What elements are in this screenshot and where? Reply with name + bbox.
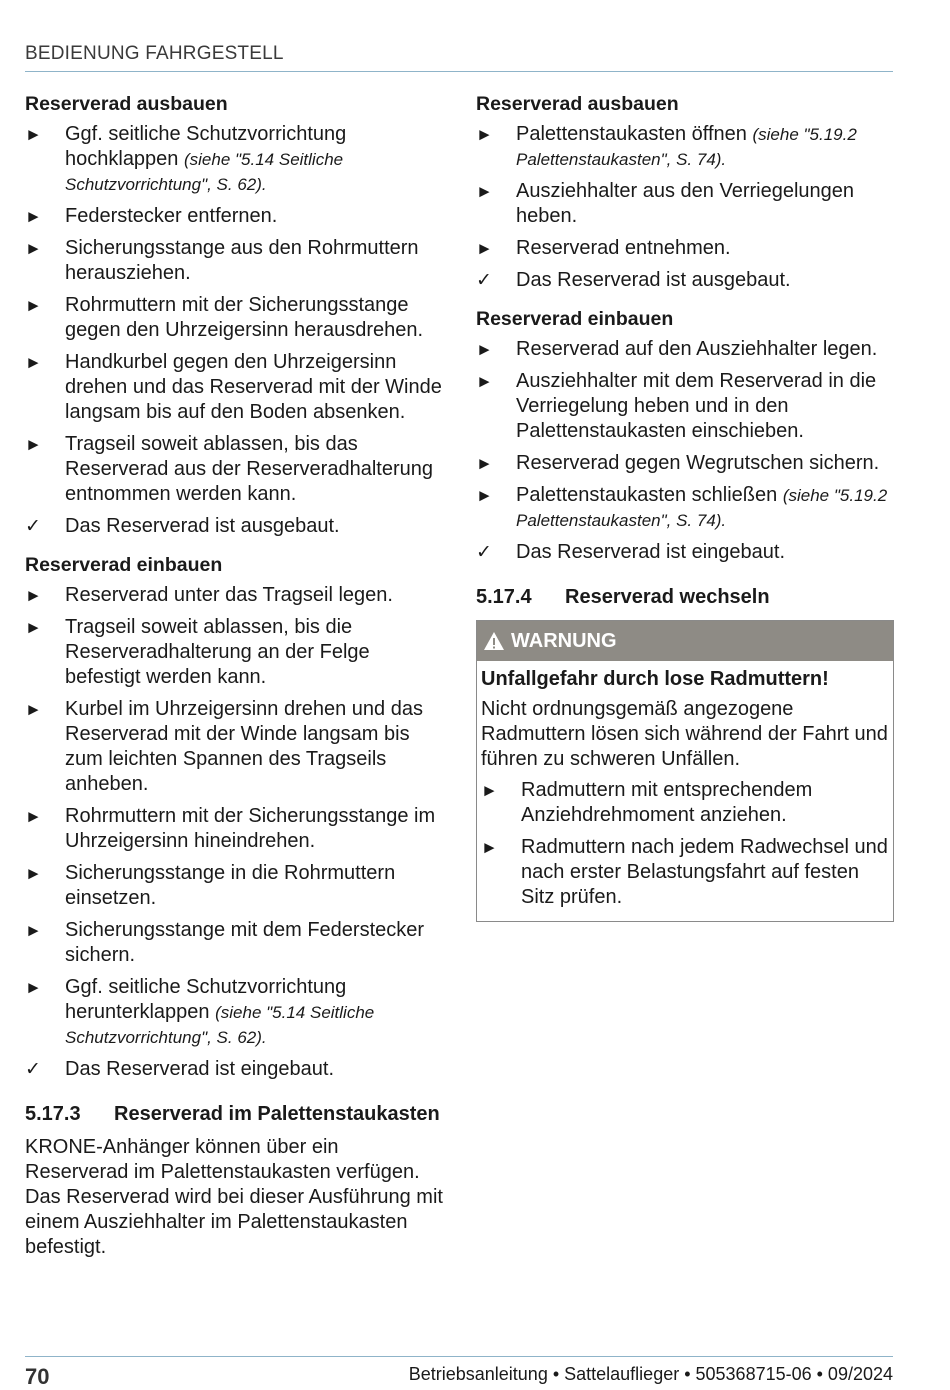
step-arrow-icon: ► [481, 781, 498, 800]
step-item [476, 337, 894, 362]
step-arrow-icon: ► [25, 864, 42, 883]
step-arrow-icon: ► [25, 921, 42, 940]
section-title: Reserverad wechseln [565, 586, 770, 608]
step-item [481, 835, 889, 910]
cross-reference: (siehe "5.19.2 Palettenstaukasten", S. 74). [516, 486, 888, 530]
section-body: KRONE-Anhänger können über ein Reserverad im Palettenstaukasten verfügen. Das Reserverad wird bei dieser Ausführung mit einem Ausziehhalter im Palettenstaukasten befestigt. [25, 1136, 443, 1258]
step-text: Ggf. seitliche Schutzvorrichtung hochklappen [65, 123, 347, 170]
result-item [25, 1057, 443, 1082]
step-arrow-icon: ► [25, 239, 42, 258]
step-item [25, 804, 443, 854]
step-item [25, 861, 443, 911]
step-text: Rohrmuttern mit der Sicherungsstange im Uhrzeigersinn hineindrehen. [65, 805, 436, 852]
step-arrow-icon: ► [25, 435, 42, 454]
step-item [476, 236, 894, 261]
section-number: 5.17.3 [25, 1103, 81, 1125]
step-arrow-icon: ► [481, 838, 498, 857]
step-item [25, 918, 443, 968]
section-number: 5.17.4 [476, 586, 532, 608]
step-text: Ggf. seitliche Schutzvorrichtung herunterklappen [65, 976, 347, 1023]
step-list [476, 337, 894, 565]
step-list [25, 583, 443, 1082]
step-item [25, 432, 443, 507]
step-arrow-icon: ► [476, 486, 493, 505]
warning-title: Unfallgefahr durch lose Radmuttern! [481, 668, 829, 690]
step-item [25, 122, 443, 197]
step-item [476, 483, 894, 533]
cross-reference: (siehe "5.19.2 Palettenstaukasten", S. 74). [516, 125, 857, 169]
section-heading [25, 1102, 443, 1127]
step-list [481, 778, 889, 910]
step-item [476, 451, 894, 476]
step-text: Radmuttern mit entsprechendem Anziehdrehmoment anziehen. [521, 779, 813, 826]
cross-reference: (siehe "5.14 Seitliche Schutzvorrichtung", S. 62). [65, 150, 344, 194]
checkmark-icon: ✓ [476, 542, 492, 563]
step-text: Radmuttern nach jedem Radwechsel und nach erster Belastungsfahrt auf festen Sitz prüfen. [521, 836, 888, 908]
heading-remove-spare: Reserverad ausbauen [25, 93, 228, 115]
step-text: Kurbel im Uhrzeigersinn drehen und das Reserverad mit der Winde langsam bis zum leichten Spannen des Tragseils anheben. [65, 698, 423, 795]
step-arrow-icon: ► [25, 296, 42, 315]
heading-remove-spare: Reserverad ausbauen [476, 93, 679, 115]
step-arrow-icon: ► [476, 125, 493, 144]
warning-body: Nicht ordnungsgemäß angezogene Radmuttern lösen sich während der Fahrt und führen zu schweren Unfällen. [481, 698, 888, 770]
warning-label: WARNUNG [511, 629, 617, 652]
result-item [476, 540, 894, 565]
warning-header [477, 621, 893, 661]
section-heading [476, 585, 894, 610]
step-item [476, 122, 894, 172]
step-text: Rohrmuttern mit der Sicherungsstange gegen den Uhrzeigersinn herausdrehen. [65, 294, 424, 341]
step-item [25, 697, 443, 797]
step-item [25, 583, 443, 608]
step-text: Federstecker entfernen. [65, 205, 278, 227]
step-arrow-icon: ► [25, 125, 42, 144]
step-arrow-icon: ► [476, 239, 493, 258]
warning-content [477, 661, 893, 921]
result-text: Das Reserverad ist eingebaut. [65, 1058, 335, 1080]
step-arrow-icon: ► [25, 353, 42, 372]
step-arrow-icon: ► [25, 586, 42, 605]
result-text: Das Reserverad ist ausgebaut. [516, 269, 791, 291]
step-arrow-icon: ► [25, 807, 42, 826]
step-text: Handkurbel gegen den Uhrzeigersinn drehen und das Reserverad mit der Winde langsam bis auf den Boden absenken. [65, 351, 442, 423]
step-arrow-icon: ► [25, 207, 42, 226]
step-text: Sicherungsstange aus den Rohrmuttern herausziehen. [65, 237, 419, 284]
step-item [476, 179, 894, 229]
step-item [25, 615, 443, 690]
result-text: Das Reserverad ist ausgebaut. [65, 515, 340, 537]
step-arrow-icon: ► [476, 340, 493, 359]
step-list [25, 122, 443, 539]
result-item [25, 514, 443, 539]
step-text: Reserverad entnehmen. [516, 237, 731, 259]
checkmark-icon: ✓ [476, 270, 492, 291]
step-text: Palettenstaukasten schließen [516, 484, 783, 506]
step-text: Palettenstaukasten öffnen [516, 123, 753, 145]
step-item [25, 975, 443, 1050]
warning-triangle-icon [483, 631, 505, 651]
step-item [25, 236, 443, 286]
step-arrow-icon: ► [476, 182, 493, 201]
warning-box [476, 620, 894, 922]
footer-rule [25, 1356, 893, 1357]
step-item [476, 369, 894, 444]
step-item [25, 350, 443, 425]
checkmark-icon: ✓ [25, 516, 41, 537]
running-header: BEDIENUNG FAHRGESTELL [25, 43, 893, 72]
step-item [481, 778, 889, 828]
result-text: Das Reserverad ist eingebaut. [516, 541, 786, 563]
result-item [476, 268, 894, 293]
cross-reference: (siehe "5.14 Seitliche Schutzvorrichtung", S. 62). [65, 1003, 375, 1047]
step-list [476, 122, 894, 293]
step-arrow-icon: ► [476, 454, 493, 473]
step-text: Sicherungsstange in die Rohrmuttern einsetzen. [65, 862, 396, 909]
step-text: Sicherungsstange mit dem Federstecker sichern. [65, 919, 425, 966]
right-column [476, 92, 894, 922]
step-text: Ausziehhalter mit dem Reserverad in die Verriegelung heben und in den Palettenstaukasten einschieben. [516, 370, 877, 442]
step-arrow-icon: ► [25, 700, 42, 719]
step-text: Ausziehhalter aus den Verriegelungen heben. [516, 180, 855, 227]
step-text: Reserverad auf den Ausziehhalter legen. [516, 338, 878, 360]
step-text: Tragseil soweit ablassen, bis die Reserveradhalterung an der Felge befestigt werden kann. [65, 616, 370, 688]
section-title: Reserverad im Palettenstaukasten [114, 1103, 440, 1125]
footer-text: Betriebsanleitung • Sattelauflieger • 505368715-06 • 09/2024 [408, 1364, 893, 1384]
step-arrow-icon: ► [476, 372, 493, 391]
step-item [25, 204, 443, 229]
step-text: Reserverad unter das Tragseil legen. [65, 584, 393, 606]
step-arrow-icon: ► [25, 978, 42, 997]
checkmark-icon: ✓ [25, 1059, 41, 1080]
page-number: 70 [25, 1364, 50, 1389]
step-text: Reserverad gegen Wegrutschen sichern. [516, 452, 880, 474]
left-column [25, 92, 443, 1260]
step-item [25, 293, 443, 343]
heading-install-spare: Reserverad einbauen [25, 554, 223, 576]
heading-install-spare: Reserverad einbauen [476, 308, 674, 330]
step-text: Tragseil soweit ablassen, bis das Reserverad aus der Reserveradhalterung entnommen werden kann. [65, 433, 433, 505]
step-arrow-icon: ► [25, 618, 42, 637]
